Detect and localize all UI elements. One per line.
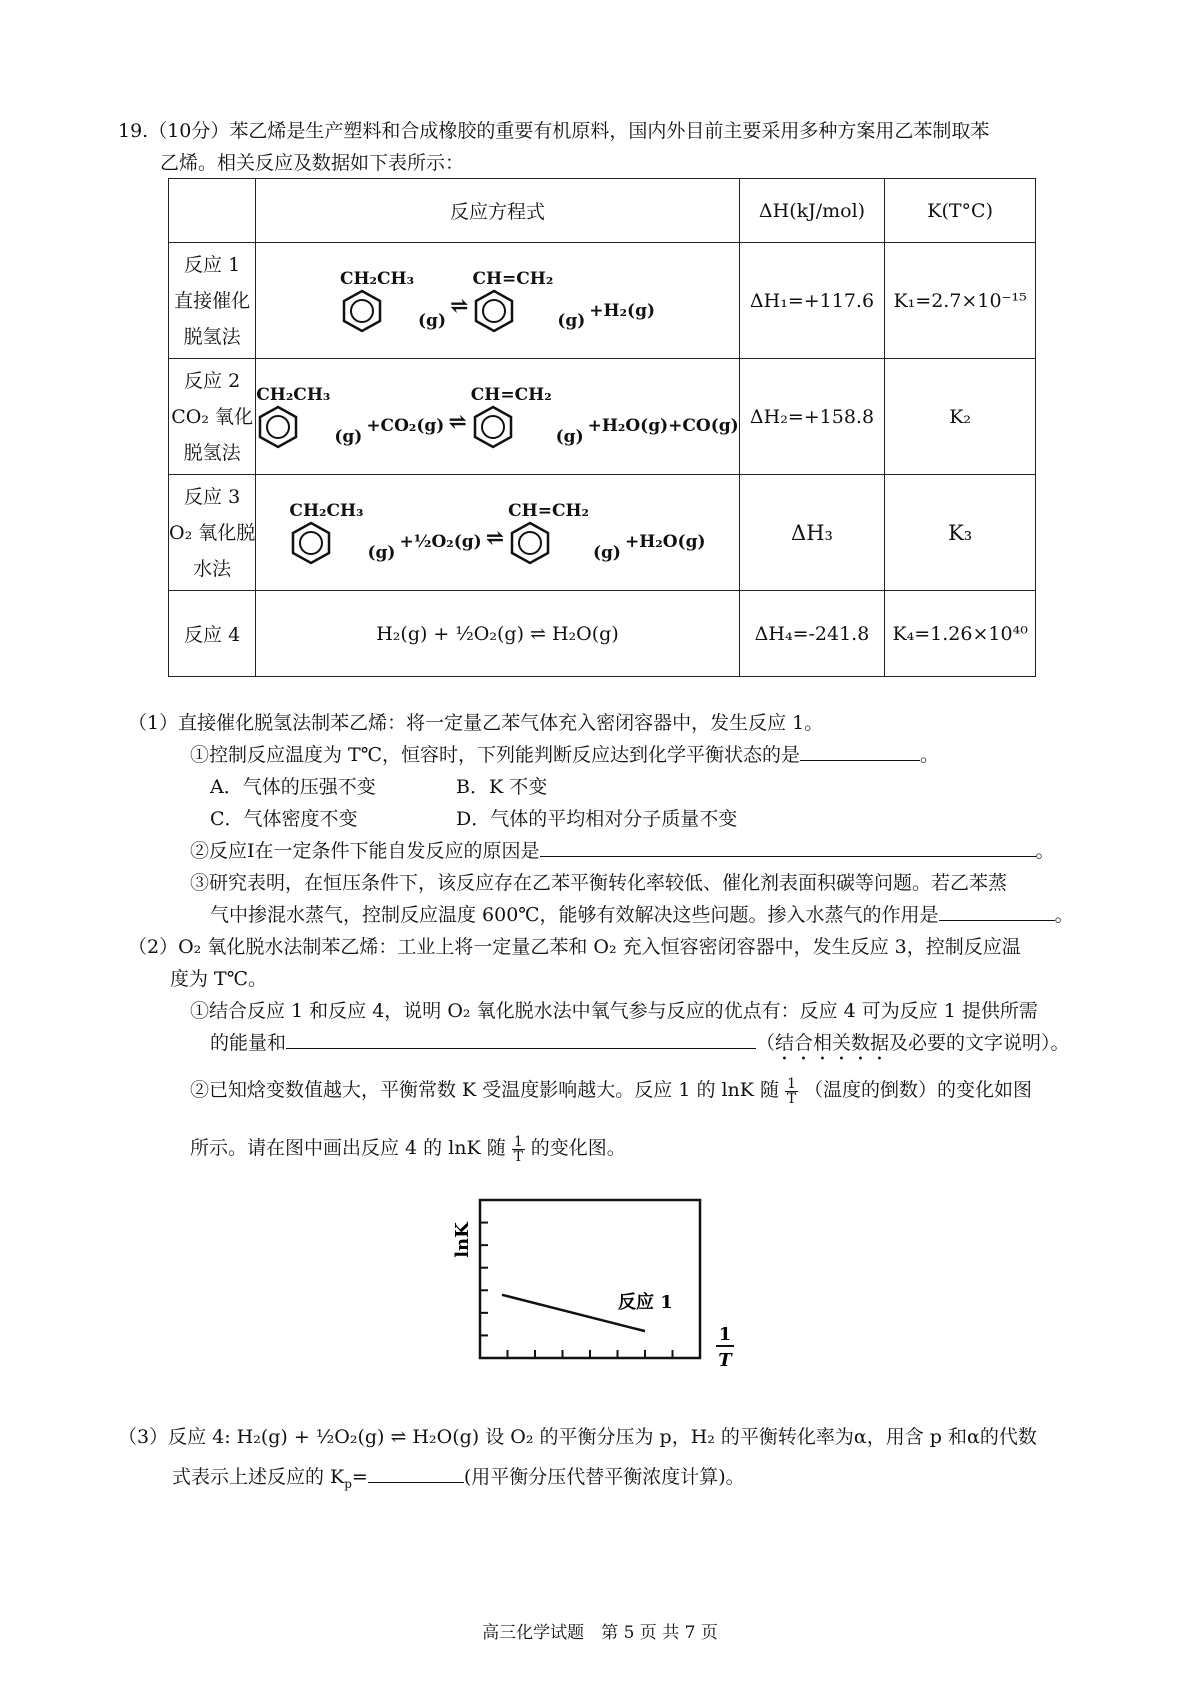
y-axis-label: lnK bbox=[452, 1222, 473, 1258]
product-label: +H₂(g) bbox=[589, 300, 656, 321]
part2-q2a-text: ②已知焓变数值越大，平衡常数 K 受温度影响越大。反应 1 的 lnK 随 bbox=[190, 1079, 780, 1101]
fraction-denominator: T bbox=[513, 1148, 523, 1165]
ethyl-group-label: CH₂CH₃ bbox=[256, 384, 331, 405]
answer-blank[interactable] bbox=[368, 1464, 464, 1483]
benzene-ring-icon bbox=[471, 405, 515, 449]
part1-q2-text: ②反应I在一定条件下能自发反应的原因是 bbox=[190, 840, 540, 862]
fraction-1-over-t bbox=[785, 1077, 798, 1106]
reaction-name-line: 直接催化 bbox=[174, 289, 251, 312]
part2-q1a: ①结合反应 1 和反应 4，说明 O₂ 氧化脱水法中氧气参与反应的优点有：反应 4 可为反应 1 提供所需 bbox=[190, 1000, 1038, 1022]
gas-label: (g) bbox=[367, 542, 396, 563]
reaction-equation: H₂(g) + ½O₂(g) ⇌ H₂O(g) bbox=[256, 591, 739, 677]
reaction-equation bbox=[256, 359, 739, 475]
styrene bbox=[472, 269, 553, 333]
vinyl-group-label: CH=CH₂ bbox=[470, 384, 552, 405]
table-header-row bbox=[169, 179, 1036, 243]
part1-q1-text: ①控制反应温度为 T℃，恒容时，下列能判断反应达到化学平衡状态的是 bbox=[190, 744, 800, 766]
question-19-line1: 19.（10分）苯乙烯是生产塑料和合成橡胶的重要有机原料，国内外目前主要采用多种方案用乙苯制取苯 bbox=[118, 120, 990, 142]
part2-q2b bbox=[190, 1128, 626, 1168]
k-value: K₃ bbox=[885, 475, 1036, 591]
fraction-numerator: 1 bbox=[513, 1133, 523, 1150]
part2-q1b-text: 的能量和 bbox=[210, 1032, 287, 1054]
equilibrium-arrow-icon: ⇌ bbox=[448, 408, 467, 435]
ethylbenzene bbox=[256, 385, 330, 449]
part2-q2b-text: 所示。请在图中画出反应 4 的 lnK 随 bbox=[190, 1137, 506, 1159]
reagent-label: +½O₂(g) bbox=[399, 531, 482, 552]
styrene bbox=[471, 385, 552, 449]
plot-frame bbox=[480, 1200, 700, 1358]
benzene-ring-icon bbox=[472, 289, 516, 333]
reaction-name-line: 脱氢法 bbox=[183, 325, 241, 348]
table-row bbox=[169, 591, 1036, 677]
reaction-table bbox=[168, 178, 1036, 677]
series-label-reaction-1: 反应 1 bbox=[618, 1292, 673, 1313]
benzene-ring-icon bbox=[508, 521, 552, 565]
part3-line2-text: 式表示上述反应的 K bbox=[172, 1466, 345, 1488]
answer-blank[interactable] bbox=[800, 742, 920, 761]
lnk-vs-inverse-t-chart[interactable] bbox=[440, 1190, 760, 1400]
page-footer: 高三化学试题 第 5 页 共 7 页 bbox=[482, 1623, 718, 1643]
dh-value: ΔH₄=-241.8 bbox=[739, 591, 885, 677]
equation-structure bbox=[256, 385, 738, 449]
answer-blank[interactable] bbox=[540, 838, 1036, 857]
reaction-name bbox=[169, 243, 256, 359]
answer-blank[interactable] bbox=[286, 1030, 756, 1049]
part3-line1: （3）反应 4: H₂(g) + ½O₂(g) ⇌ H₂O(g) 设 O₂ 的平衡分压为 p，H₂ 的平衡转化率为α，用含 p 和α的代数 bbox=[118, 1426, 1037, 1448]
part1-intro: （1）直接催化脱氢法制苯乙烯：将一定量乙苯气体充入密闭容器中，发生反应 1。 bbox=[128, 712, 824, 734]
styrene bbox=[508, 501, 589, 565]
reaction-equation bbox=[256, 243, 739, 359]
benzene-ring-icon bbox=[289, 521, 333, 565]
gas-label: (g) bbox=[593, 542, 621, 563]
header-dh: ΔH(kJ/mol) bbox=[739, 179, 885, 243]
part1-q2 bbox=[190, 838, 1055, 864]
benzene-ring-icon bbox=[256, 405, 300, 449]
reaction-name-line: 反应 1 bbox=[184, 253, 241, 276]
equilibrium-arrow-icon: ⇌ bbox=[485, 524, 505, 551]
part2-intro1: （2）O₂ 氧化脱水法制苯乙烯：工业上将一定量乙苯和 O₂ 充入恒容密闭容器中，发生反应 3，控制反应温 bbox=[128, 936, 1021, 958]
equals-sign: = bbox=[351, 1466, 368, 1488]
note-open: （ bbox=[756, 1032, 776, 1054]
reaction-equation bbox=[256, 475, 739, 591]
reaction-name-line: CO₂ 氧化 bbox=[171, 405, 254, 428]
equation-structure bbox=[256, 269, 738, 333]
option-d: D．气体的平均相对分子质量不变 bbox=[456, 808, 738, 830]
question-19-line2: 乙烯。相关反应及数据如下表所示： bbox=[160, 152, 465, 174]
reaction-name-line: O₂ 氧化脱 bbox=[169, 521, 256, 544]
ethylbenzene bbox=[340, 269, 414, 333]
period: 。 bbox=[1035, 840, 1055, 862]
header-equation: 反应方程式 bbox=[256, 179, 739, 243]
part2-q2a-tail: （温度的倒数）的变化如图 bbox=[804, 1079, 1033, 1101]
period: 。 bbox=[1054, 904, 1074, 926]
option-a: A．气体的压强不变 bbox=[210, 776, 376, 798]
part1-q3a: ③研究表明，在恒压条件下，该反应存在乙苯平衡转化率较低、催化剂表面积碳等问题。若乙苯蒸 bbox=[190, 872, 1008, 894]
fraction-1-over-t bbox=[512, 1135, 525, 1164]
note-rest: 及必要的文字说明）。 bbox=[889, 1032, 1070, 1054]
header-k: K(T°C) bbox=[885, 179, 1036, 243]
header-empty bbox=[169, 179, 256, 243]
gas-label: (g) bbox=[334, 426, 363, 447]
part1-q3b bbox=[210, 902, 1074, 928]
part2-intro2: 度为 T℃。 bbox=[170, 968, 267, 990]
vinyl-group-label: CH=CH₂ bbox=[472, 268, 554, 289]
equation-structure bbox=[256, 501, 738, 565]
reaction-name bbox=[169, 359, 256, 475]
ethyl-group-label: CH₂CH₃ bbox=[289, 500, 364, 521]
reaction-name-line: 水法 bbox=[193, 557, 232, 580]
benzene-ring-icon bbox=[340, 289, 384, 333]
product-label: +H₂O(g)+CO(g) bbox=[587, 415, 739, 436]
table-row bbox=[169, 243, 1036, 359]
period: 。 bbox=[919, 744, 939, 766]
dh-value: ΔH₁=+117.6 bbox=[739, 243, 885, 359]
part1-q3b-text: 气中掺混水蒸气，控制反应温度 600℃，能够有效解决这些问题。掺入水蒸气的作用是 bbox=[210, 904, 939, 926]
reaction-name: 反应 4 bbox=[169, 591, 256, 677]
reaction-name bbox=[169, 475, 256, 591]
x-axis-label-numerator: 1 bbox=[718, 1324, 732, 1345]
part3-line2 bbox=[172, 1464, 745, 1497]
kp-subscript: p bbox=[344, 1476, 352, 1491]
fraction-numerator: 1 bbox=[787, 1075, 796, 1092]
answer-blank[interactable] bbox=[939, 902, 1055, 921]
ethylbenzene bbox=[289, 501, 363, 565]
gas-label: (g) bbox=[555, 426, 584, 447]
reaction-name-line: 反应 2 bbox=[184, 369, 241, 392]
dh-value: ΔH₃ bbox=[739, 475, 885, 591]
part2-q1b bbox=[210, 1030, 1070, 1065]
vinyl-group-label: CH=CH₂ bbox=[508, 500, 589, 521]
part2-q2a bbox=[190, 1070, 1032, 1110]
product-label: +H₂O(g) bbox=[624, 531, 706, 552]
part2-q2b-tail: 的变化图。 bbox=[530, 1137, 626, 1159]
k-value: K₄=1.26×10⁴⁰ bbox=[885, 591, 1036, 677]
k-value: K₁=2.7×10⁻¹⁵ bbox=[885, 243, 1036, 359]
option-b: B．K 不变 bbox=[456, 776, 548, 798]
gas-label: (g) bbox=[557, 310, 586, 331]
reaction-name-line: 脱氢法 bbox=[183, 441, 241, 464]
reagent-label: +CO₂(g) bbox=[366, 415, 445, 436]
table-row bbox=[169, 475, 1036, 591]
x-axis-label-denominator: T bbox=[718, 1350, 732, 1371]
dh-value: ΔH₂=+158.8 bbox=[739, 359, 885, 475]
part1-q1 bbox=[190, 742, 939, 768]
option-c: C．气体密度不变 bbox=[210, 808, 358, 830]
reaction-name-line: 反应 3 bbox=[184, 485, 241, 508]
gas-label: (g) bbox=[418, 310, 446, 331]
ethyl-group-label: CH₂CH₃ bbox=[339, 268, 415, 289]
fraction-denominator: T bbox=[786, 1090, 797, 1107]
equilibrium-arrow-icon: ⇌ bbox=[450, 292, 469, 319]
k-value: K₂ bbox=[885, 359, 1036, 475]
table-row bbox=[169, 359, 1036, 475]
emphasized-note: 结合相关数据 bbox=[775, 1032, 890, 1054]
part3-line2-tail: (用平衡分压代替平衡浓度计算)。 bbox=[463, 1466, 745, 1488]
